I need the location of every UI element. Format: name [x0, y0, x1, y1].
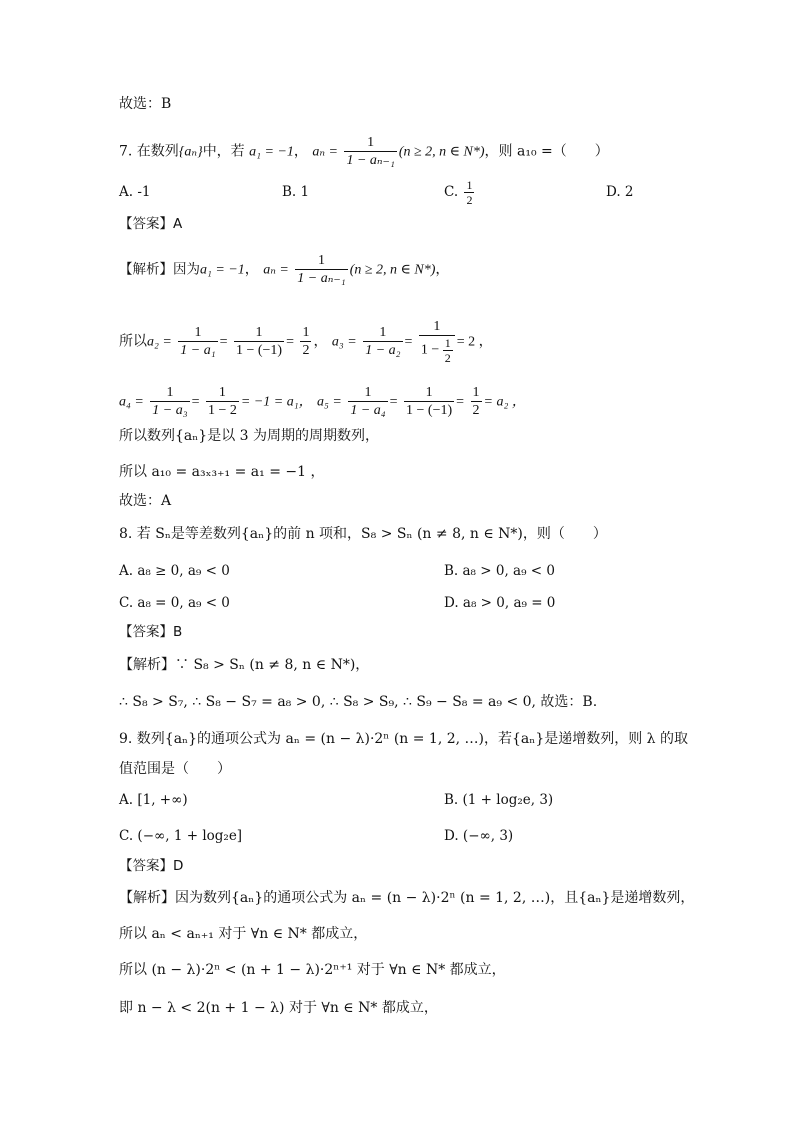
- q7-option-d: D. 2: [606, 184, 634, 200]
- q8-option-a: A. a₈ ≥ 0, a₉ < 0: [119, 563, 230, 579]
- q7-answer: 【答案】A: [119, 216, 183, 232]
- q7-ask: ，则 a₁₀ =（ ）: [484, 143, 609, 160]
- question-7-stem: 7. 在数列{aₙ}中，若 a₁ = −1， aₙ = $\frac{1}{\text{1 − aₙ₋₁}}$ (n ≥ 2, n ∈ N*)，则 a₁₀ =（ ）: [119, 135, 609, 168]
- q9-option-c: C. (−∞, 1 + log₂e]: [119, 828, 243, 844]
- q7-option-b: B. 1: [282, 184, 310, 200]
- q8-analysis-line2: ∴ S₈ > S₇, ∴ S₈ − S₇ = a₈ > 0, ∴ S₈ > S₉, ∴ S₉ − S₈ = a₉ < 0, 故选：B.: [119, 694, 598, 710]
- q9-analysis-line1: 【解析】因为数列{aₙ}的通项公式为 aₙ = (n − λ)·2ⁿ (n = 1, 2, …)，且{aₙ}是递增数列，: [119, 890, 695, 906]
- q7-option-a: A. -1: [119, 184, 151, 200]
- q7-analysis-fraction: $\frac{1}{\text{1 − aₙ₋₁}}$: [297, 253, 346, 286]
- q9-analysis-line2: 所以 aₙ < aₙ₊₁ 对于 ∀n ∈ N* 都成立，: [119, 926, 368, 942]
- q7-condition: a₁ = −1: [249, 144, 294, 160]
- q7-analysis-line1: 【解析】因为a₁ = −1， aₙ = $\frac{1}{\text{1 − aₙ₋₁}}$ (n ≥ 2, n ∈ N*)，: [119, 253, 450, 286]
- q9-analysis-line3: 所以 (n − λ)·2ⁿ < (n + 1 − λ)·2ⁿ⁺¹ 对于 ∀n ∈ N* 都成立，: [119, 962, 506, 978]
- q7-option-c-fraction: $\frac{1}{2}$: [466, 178, 473, 207]
- q9-option-d: D. (−∞, 3): [444, 828, 514, 844]
- question-8-stem: 8. 若 Sₙ是等差数列{aₙ}的前 n 项和，S₈ > Sₙ (n ≠ 8, n ∈ N*)，则（ ）: [119, 526, 607, 542]
- q9-option-b: B. (1 + log₂e, 3): [444, 792, 554, 808]
- answer-selection-q6: 故选：B: [119, 96, 172, 112]
- q7-formula-condition: (n ≥ 2, n ∈ N*): [398, 144, 485, 160]
- q9-answer: 【答案】D: [119, 858, 184, 874]
- q8-answer: 【答案】B: [119, 624, 183, 640]
- q7-option-c: C. $\frac{1}{2}$: [444, 178, 473, 207]
- q7-formula-fraction: $\frac{1}{\text{1 − aₙ₋₁}}$: [346, 135, 395, 168]
- q8-option-b: B. a₈ > 0, a₉ < 0: [444, 563, 555, 579]
- q9-analysis-line4: 即 n − λ < 2(n + 1 − λ) 对于 ∀n ∈ N* 都成立，: [119, 1000, 438, 1016]
- q7-analysis-step2: a₄ = $\frac{1}{\text{1 − a₃}}$ = $\frac{1}{1 - 2}$ = −1 = a₁， a₅ = $\frac{1}{\text{1 − a₄}}$ = $\frac{1}{1 - (-1)}$ = $\frac{1}{2}$ = a₂ ，: [119, 385, 526, 418]
- q8-analysis-line1: 【解析】∵ S₈ > Sₙ (n ≠ 8, n ∈ N*)，: [119, 657, 370, 673]
- q7-formula-lhs: aₙ =: [312, 144, 338, 160]
- q7-result: 所以 a₁₀ = a₃ₓ₃₊₁ = a₁ = −1 ，: [119, 464, 325, 480]
- q8-option-d: D. a₈ > 0, a₉ = 0: [444, 595, 556, 611]
- q7-stem-prefix: 7. 在数列: [119, 143, 179, 160]
- q7-analysis-step1: 所以a₂ = $\frac{1}{\text{1 − a₁}}$ = $\frac{1}{1 - (-1)}$ = $\frac{1}{2}$ ， a₃ = $\frac{1}{\text{1 − a₂}}$ = 1 1 − $\frac{1}{2}$ = 2 ，: [119, 319, 493, 365]
- question-9-stem-line1: 9. 数列{aₙ}的通项公式为 aₙ = (n − λ)·2ⁿ (n = 1, 2, …)，若{aₙ}是递增数列，则 λ 的取: [119, 731, 688, 747]
- answer-selection-q7: 故选：A: [119, 493, 172, 509]
- q7-sequence: {aₙ}: [178, 144, 203, 160]
- q8-option-c: C. a₈ = 0, a₉ < 0: [119, 595, 230, 611]
- q7-period: 所以数列{aₙ}是以 3 为周期的周期数列，: [119, 428, 380, 444]
- question-9-stem-line2: 值范围是（ ）: [119, 761, 231, 777]
- q9-option-a: A. [1, +∞): [119, 792, 188, 808]
- q7-stem-mid: 中，若: [202, 143, 245, 160]
